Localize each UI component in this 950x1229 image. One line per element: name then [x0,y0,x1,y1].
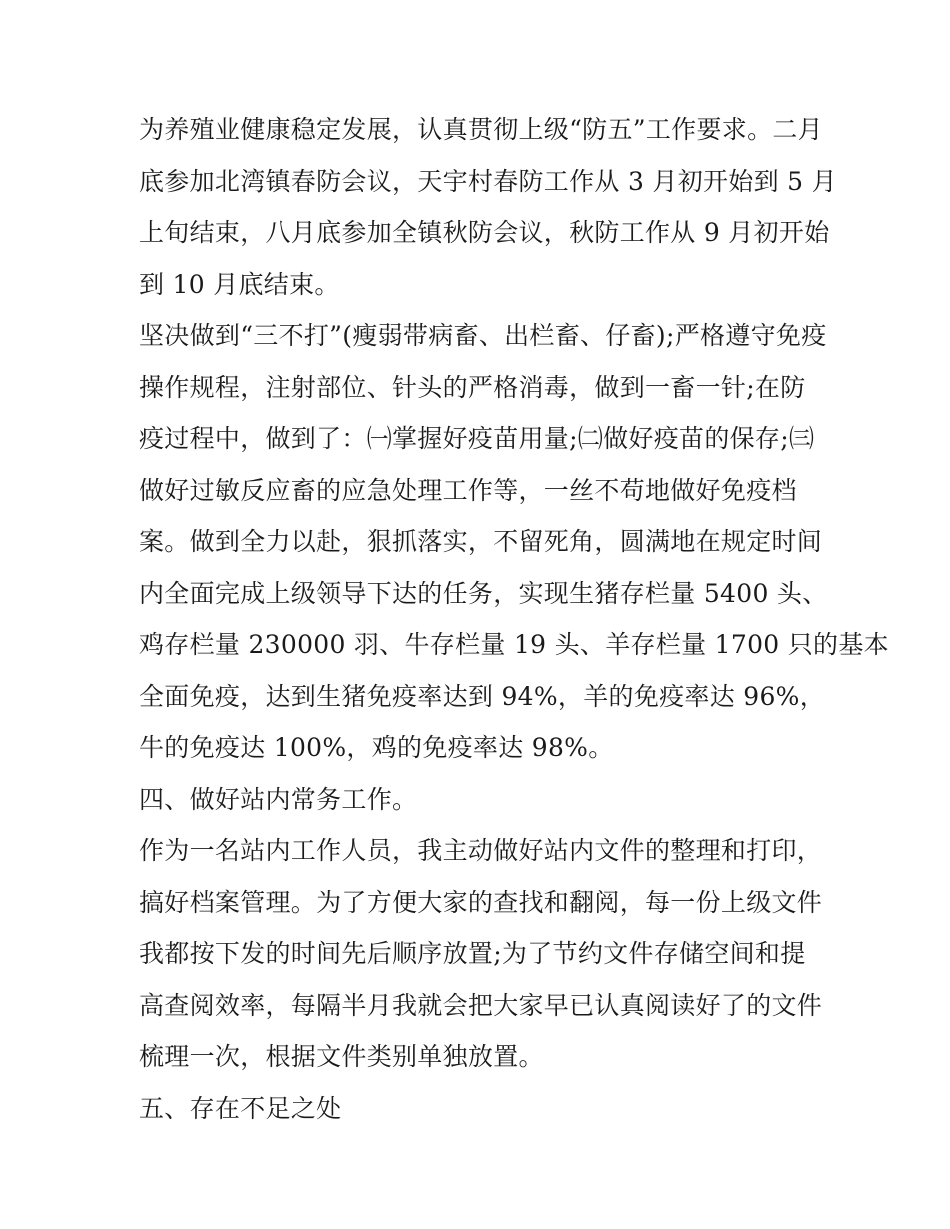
paragraph-line: 牛的免疫达 100%，鸡的免疫率达 98%。 [139,733,614,762]
section-heading: 五、存在不足之处 [139,1093,342,1123]
paragraph-line: 作为一名站内工作人员，我主动做好站内文件的整理和打印， [139,836,823,865]
paragraph-line: 全面免疫，达到生猪免疫率达到 94%，羊的免疫率达 96%， [139,681,826,711]
paragraph-line: 案。做到全力以赴，狠抓落实，不留死角，圆满地在规定时间 [139,527,823,556]
section-heading: 四、做好站内常务工作。 [139,784,418,814]
paragraph-line: 搞好档案管理。为了方便大家的查找和翻阅，每一份上级文件 [139,887,823,917]
paragraph-line: 坚决做到“三不打”(瘦弱带病畜、出栏畜、仔畜);严格遵守免疫 [139,321,827,350]
paragraph-line: 梳理一次，根据文件类别单独放置。 [139,1042,544,1071]
paragraph-line: 内全面完成上级领导下达的任务，实现生猪存栏量 5400 头、 [139,578,828,608]
paragraph-line: 为养殖业健康稳定发展，认真贯彻上级“防五”工作要求。二月 [139,115,823,144]
document-body [139,104,889,1134]
paragraph-line: 我都按下发的时间先后顺序放置;为了节约文件存储空间和提 [139,939,806,968]
paragraph-line: 上旬结束，八月底参加全镇秋防会议，秋防工作从 9 月初开始 [139,218,830,247]
paragraph-line: 鸡存栏量 230000 羽、牛存栏量 19 头、羊存栏量 1700 只的基本 [139,630,889,659]
paragraph-line: 做好过敏反应畜的应急处理工作等，一丝不苟地做好免疫档 [139,475,797,505]
paragraph-line: 底参加北湾镇春防会议，天宇村春防工作从 3 月初开始到 5 月 [139,166,837,196]
paragraph-line: 高查阅效率，每隔半月我就会把大家早已认真阅读好了的文件 [139,990,823,1020]
paragraph-line: 操作规程，注射部位、针头的严格消毒，做到一畜一针;在防 [139,372,806,402]
paragraph-line: 到 10 月底结束。 [139,269,340,299]
paragraph-line: 疫过程中，做到了：㈠掌握好疫苗用量;㈡做好疫苗的保存;㈢ [139,424,815,453]
